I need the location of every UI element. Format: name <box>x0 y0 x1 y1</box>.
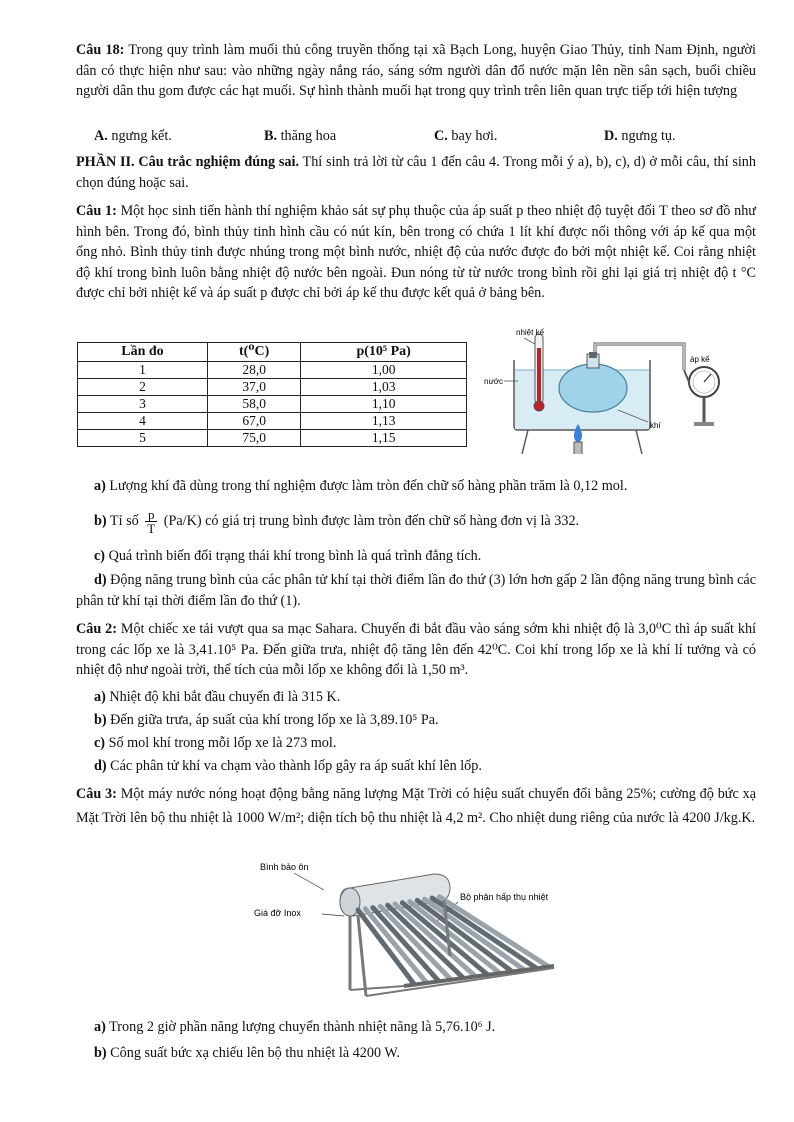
fraction-p-over-t: $\frac{p}{T}$ <box>147 507 156 536</box>
question-text: Một học sinh tiến hành thí nghiệm khảo sát sự phụ thuộc của áp suất p theo nhiệt độ tuyệt đối T theo sơ đồ như hình bên. Trong đó, bình thủy tinh hình cầu có nút kín, bên trong có chứa 1 lít khí được nối thông với áp kế qua một ống nhỏ. Bình thủy tinh được nhúng trong một bình nước, nhiệt độ của nước được đo bởi một nhiệt kế. Coi rằng nhiệt độ khí trong bình luôn bằng nhiệt độ nước bên ngoài. Đun nóng từ từ nước trong bình rồi ghi lại giá trị nhiệt độ t °C được chỉ bởi nhiệt kế và áp suất p được chỉ bởi áp kế thu được kết quả ở bảng bên. <box>76 203 756 301</box>
label-collector: Bộ phận hấp thụ nhiệt <box>460 892 549 902</box>
q2-item-b: b) Đến giữa trưa, áp suất của khí trong lốp xe là 3,89.10⁵ Pa. <box>94 712 439 728</box>
table-row: 3 58,0 1,10 <box>78 396 467 413</box>
q1-item-c: c) Quá trình biến đổi trạng thái khí trong bình là quá trình đẳng tích. <box>94 548 482 564</box>
col-header: t(⁰C) <box>207 343 300 362</box>
col-header: p(10⁵ Pa) <box>301 343 467 362</box>
label-water: nước <box>484 377 504 386</box>
experiment-diagram <box>478 326 748 458</box>
q2-item-d: d) Các phân tử khí va chạm vào thành lốp gây ra áp suất khí lên lốp. <box>94 758 482 774</box>
table-row: 4 67,0 1,13 <box>78 413 467 430</box>
q1-item-d: d) Động năng trung bình của các phân tử khí tại thời điểm lần đo thứ (3) lớn hơn gấp 2 lần động năng trung bình các phân tử khí tại thời điểm lần đo thứ (1). <box>76 572 757 609</box>
question-text: Một máy nước nóng hoạt động bằng năng lượng Mặt Trời có hiệu suất chuyển đổi bằng 25%; cường độ bức xạ Mặt Trời lên bộ thu nhiệt là 1000 W/m²; diện tích bộ thu nhiệt là 4,2 m². Cho nhiệt dung riêng của nước là 4200 J/kg.K. <box>76 786 756 826</box>
label-tank: Bình bảo ôn <box>260 862 309 872</box>
option-b[interactable]: B. thăng hoa <box>264 128 337 144</box>
option-a[interactable]: A. ngưng kết. <box>94 128 172 144</box>
table-row: 5 75,0 1,15 <box>78 430 467 447</box>
option-c[interactable]: C. bay hơi. <box>434 128 498 144</box>
table-row: 2 37,0 1,03 <box>78 379 467 396</box>
question-text: Một chiếc xe tải vượt qua sa mạc Sahara. Chuyến đi bắt đầu vào sáng sớm khi nhiệt độ là 3,0⁰C thì áp suất khí trong các lốp xe là 3,41.10⁵ Pa. Đến giữa trưa, nhiệt độ tăng lên đến 42⁰C. Coi khí trong lốp xe là khí lí tưởng và có nhiệt độ như ngoài trời, thể tích của mỗi lốp xe không đổi là 1,50 m³. <box>76 621 757 678</box>
option-d[interactable]: D. ngưng tụ. <box>604 128 676 144</box>
label-stand: Giá đỡ Inox <box>254 908 301 918</box>
part-title: PHẦN II. Câu trắc nghiệm đúng sai. <box>76 154 299 170</box>
q3-item-b: b) Công suất bức xạ chiếu lên bộ thu nhiệt là 4200 W. <box>94 1045 400 1061</box>
col-header: Lần đo <box>78 343 208 362</box>
label-gauge: áp kế <box>690 355 710 364</box>
glass-flask <box>559 364 627 412</box>
measurement-table <box>77 342 467 447</box>
part-instructions: Thí sinh trả lời từ câu 1 đến câu 4. Trong mỗi ý a), b), c), d) ở mỗi câu, thí sinh chọn đúng hoặc sai. <box>76 154 756 191</box>
question-1 <box>76 201 756 304</box>
question-3 <box>76 782 756 830</box>
q3-item-a: a) Trong 2 giờ phần năng lượng chuyển thành nhiệt năng là 5,76.10⁶ J. <box>94 1019 496 1035</box>
label-thermometer: nhiệt kế <box>516 328 545 337</box>
q2-item-a: a) Nhiệt độ khi bắt đầu chuyến đi là 315 K. <box>94 689 341 705</box>
question-label: Câu 3: <box>76 786 117 802</box>
question-18 <box>76 40 756 102</box>
question-2 <box>76 619 756 681</box>
question-label: Câu 18: <box>76 42 125 58</box>
table-row: 1 28,0 1,00 <box>78 362 467 379</box>
q1-item-a: a) Lượng khí đã dùng trong thí nghiệm được làm tròn đến chữ số hàng phần trăm là 0,12 mol. <box>94 478 628 494</box>
table-header-row <box>78 343 467 362</box>
solar-heater-diagram <box>254 860 594 1000</box>
question-label: Câu 1: <box>76 203 117 219</box>
label-gas: khí <box>650 421 661 430</box>
q1-item-b: b) Tỉ số $\frac{p}{T}$ (Pa/K) có giá trị trung bình được làm tròn đến chữ số hàng đơn vị là 332. <box>94 507 580 536</box>
q2-item-c: c) Số mol khí trong mỗi lốp xe là 273 mol. <box>94 735 337 751</box>
part-2-header <box>76 152 756 193</box>
question-label: Câu 2: <box>76 621 117 637</box>
question-text: Trong quy trình làm muối thủ công truyền thống tại xã Bạch Long, huyện Giao Thủy, tỉnh Nam Định, người dân có thực hiện như sau: vào những ngày nắng ráo, sáng sớm người dân đổ nước mặn lên nền sân sạch, buổi chiều người dân thu gom được các hạt muối. Sự hình thành muối hạt trong quy trình trên liên quan trực tiếp tới hiện tượng <box>76 42 756 99</box>
